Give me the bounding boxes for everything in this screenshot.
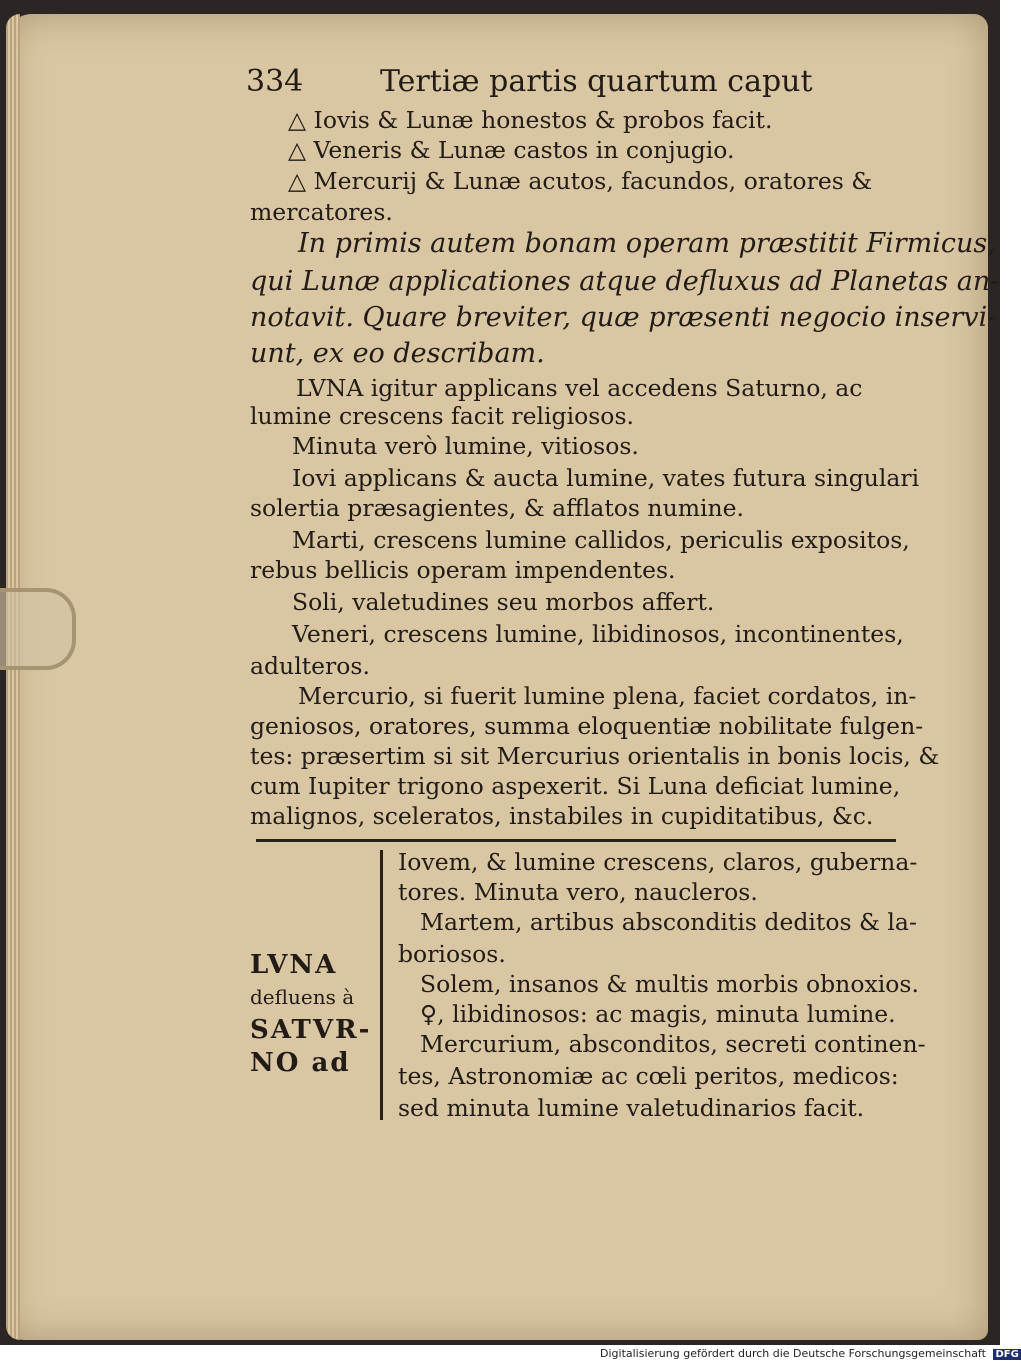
footer-text: Digitalisierung gefördert durch die Deutsche Forschungsgemeinschaft bbox=[600, 1347, 986, 1360]
body-line: adulteros. bbox=[250, 652, 370, 680]
side-label-luna: LVNA bbox=[250, 950, 338, 980]
body-line: mercatores. bbox=[250, 198, 393, 226]
body-line: cum Iupiter trigono aspexerit. Si Luna deficiat lumine, bbox=[250, 772, 901, 800]
body-line: LVNA igitur applicans vel accedens Saturno, ac bbox=[296, 374, 863, 402]
table-line: ♀, libidinosos: ac magis, minuta lumine. bbox=[420, 1000, 896, 1028]
body-line: Minuta verò lumine, vitiosos. bbox=[292, 432, 639, 460]
body-line: unt, ex eo describam. bbox=[250, 338, 545, 369]
dfg-logo: DFG bbox=[995, 1349, 1019, 1360]
table-line: Mercurium, absconditos, secreti continen- bbox=[420, 1030, 926, 1058]
body-line: geniosos, oratores, summa eloquentiæ nobilitate fulgen- bbox=[250, 712, 924, 740]
footer-credit bbox=[600, 1347, 1021, 1360]
section-rule bbox=[256, 839, 896, 842]
body-line: Mercurio, si fuerit lumine plena, faciet cordatos, in- bbox=[298, 682, 917, 710]
body-line: tes: præsertim si sit Mercurius orientalis in bonis locis, & bbox=[250, 742, 940, 770]
side-label-saturno: SATVR- bbox=[250, 1015, 372, 1045]
table-line: tes, Astronomiæ ac cœli peritos, medicos: bbox=[398, 1062, 899, 1090]
body-line: Soli, valetudines seu morbos affert. bbox=[292, 588, 715, 616]
body-line: solertia præsagientes, & afflatos numine. bbox=[250, 494, 745, 522]
table-line: Solem, insanos & multis morbis obnoxios. bbox=[420, 970, 919, 998]
body-line: rebus bellicis operam impendentes. bbox=[250, 556, 676, 584]
table-line: Martem, artibus absconditis deditos & la- bbox=[420, 908, 917, 936]
body-line: △ Mercurij & Lunæ acutos, facundos, oratores & bbox=[288, 167, 873, 195]
table-line: sed minuta lumine valetudinarios facit. bbox=[398, 1094, 865, 1122]
body-line: △ Iovis & Lunæ honestos & probos facit. bbox=[288, 106, 773, 134]
table-line: tores. Minuta vero, naucleros. bbox=[398, 878, 758, 906]
table-brace bbox=[380, 850, 389, 1120]
side-label-ad: NO ad bbox=[250, 1048, 351, 1078]
body-line: In primis autem bonam operam præstitit Firmicus, bbox=[298, 228, 996, 259]
running-title: Tertiæ partis quartum caput bbox=[380, 64, 813, 99]
body-line: △ Veneris & Lunæ castos in conjugio. bbox=[288, 136, 735, 164]
body-line: lumine crescens facit religiosos. bbox=[250, 402, 634, 430]
body-line: notavit. Quare breviter, quæ præsenti negocio inservi- bbox=[250, 302, 997, 333]
body-line: qui Lunæ applicationes atque defluxus ad Planetas an- bbox=[250, 266, 1000, 297]
side-label-defluens: defluens à bbox=[250, 985, 355, 1009]
page-number: 334 bbox=[246, 64, 304, 99]
table-line: boriosos. bbox=[398, 940, 506, 968]
table-line: Iovem, & lumine crescens, claros, guberna- bbox=[398, 848, 918, 876]
body-line: Iovi applicans & aucta lumine, vates futura singulari bbox=[292, 464, 920, 492]
body-line: Marti, crescens lumine callidos, periculis expositos, bbox=[292, 526, 910, 554]
body-line: malignos, sceleratos, instabiles in cupiditatibus, &c. bbox=[250, 802, 874, 830]
body-line: Veneri, crescens lumine, libidinosos, incontinentes, bbox=[292, 620, 904, 648]
